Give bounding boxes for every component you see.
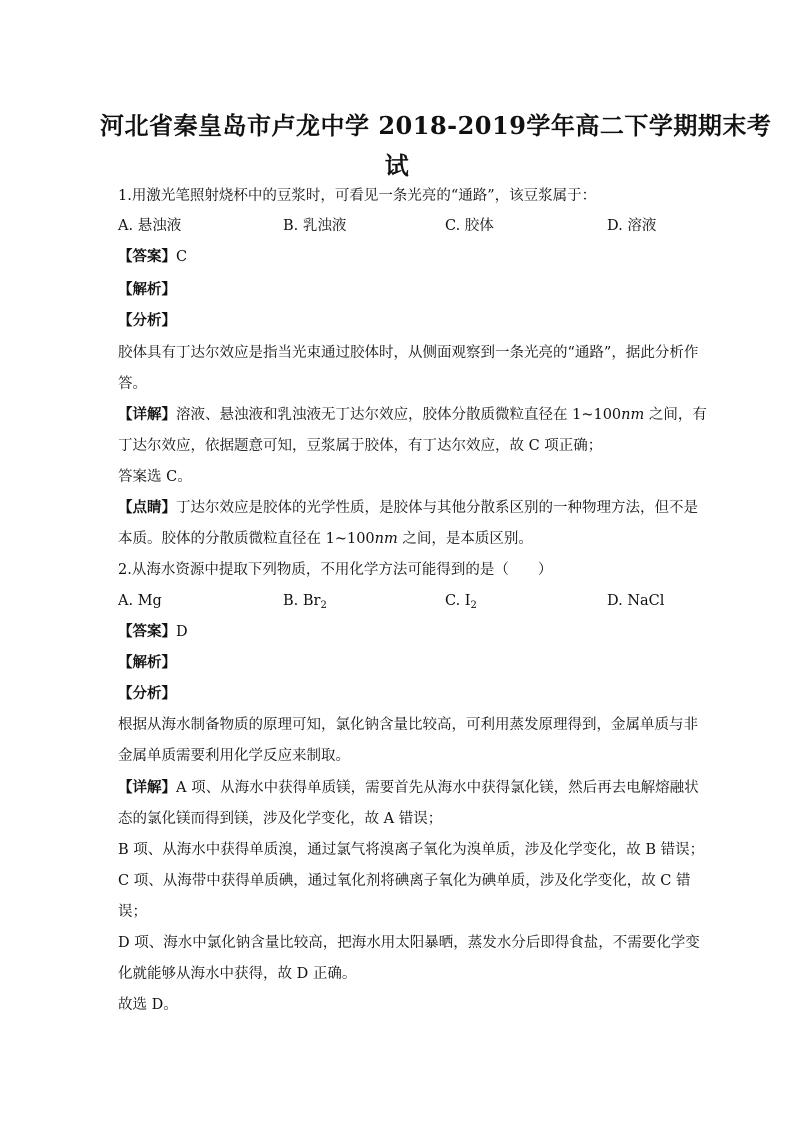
q1-note-line1 (118, 501, 698, 516)
q1-detail-unit: nm (621, 407, 645, 423)
q1-note-text-b: 之间，是本质区别。 (397, 531, 533, 547)
q2-detail-line7: 化就能够从海水中获得，故 D 正确。 (118, 966, 357, 982)
q1-analysis-line2: 答。 (118, 376, 147, 392)
q1-conclusion: 答案选 C。 (118, 469, 192, 485)
q1-option-c: C. 胶体 (445, 218, 494, 234)
q2-option-b-subscript: 2 (320, 600, 327, 611)
q2-option-a: A. Mg (118, 593, 162, 609)
q1-note-label: 【点睛】 (118, 499, 176, 516)
q2-option-b (283, 594, 327, 609)
q1-option-b: B. 乳浊液 (283, 218, 347, 234)
q2-answer (118, 625, 188, 640)
q2-fenxi-label: 【分析】 (118, 685, 176, 702)
q2-option-c-text: C. I (445, 593, 471, 609)
q1-note-line2 (118, 532, 533, 547)
q2-option-d: D. NaCl (607, 593, 665, 609)
q2-jiexi-label: 【解析】 (118, 654, 176, 671)
q1-option-d: D. 溶液 (607, 218, 657, 234)
document-title-line1: 河北省秦皇岛市卢龙中学 2018-2019学年高二下学期期末考 (100, 111, 772, 140)
q2-option-b-text: B. Br (283, 593, 321, 609)
q2-detail-line1 (118, 781, 699, 796)
q2-detail-text: A 项、从海水中获得单质镁，需要首先从海水中获得氯化镁，然后再去电解熔融状 (176, 780, 699, 796)
q1-note-text: 丁达尔效应是胶体的光学性质，是胶体与其他分散系区别的一种物理方法，但不是 (176, 500, 698, 516)
q1-note-unit: nm (374, 531, 398, 547)
q2-answer-label: 【答案】 (118, 623, 176, 640)
q2-stem: 2.从海水资源中提取下列物质，不用化学方法可能得到的是（ ） (118, 562, 553, 578)
q1-detail-line1 (118, 408, 707, 423)
q2-detail-line6: D 项、海水中氯化钠含量比较高，把海水用太阳暴晒，蒸发水分后即得食盐，不需要化学变 (118, 935, 700, 951)
q1-detail-label: 【详解】 (118, 406, 176, 423)
q1-detail-text-a: 溶液、悬浊液和乳浊液无丁达尔效应，胶体分散质微粒直径在 1~100 (176, 407, 622, 423)
q1-detail-line2: 丁达尔效应，依据题意可知，豆浆属于胶体，有丁达尔效应，故 C 项正确； (118, 438, 603, 454)
q1-fenxi-label: 【分析】 (118, 312, 176, 329)
q2-detail-line2: 态的氯化镁而得到镁，涉及化学变化，故 A 错误； (118, 811, 443, 827)
q1-answer (118, 250, 187, 265)
q2-analysis-line2: 金属单质需要利用化学反应来制取。 (118, 748, 350, 764)
q1-jiexi-label: 【解析】 (118, 281, 176, 298)
q2-detail-label: 【详解】 (118, 779, 176, 796)
q2-conclusion: 故选 D。 (118, 997, 178, 1013)
q2-detail-line5: 误； (118, 904, 147, 920)
document-title-line2: 试 (384, 151, 410, 180)
q1-analysis-line1: 胶体具有丁达尔效应是指当光束通过胶体时，从侧面观察到一条光亮的“通路”，据此分析作 (118, 345, 699, 361)
q2-option-c-subscript: 2 (470, 600, 477, 611)
q1-detail-text-b: 之间，有 (644, 407, 707, 423)
q1-option-a: A. 悬浊液 (118, 218, 182, 234)
q2-detail-line4: C 项、从海带中获得单质碘，通过氧化剂将碘离子氧化为碘单质，涉及化学变化，故 C 错 (118, 873, 691, 889)
q1-answer-value: C (176, 249, 188, 265)
q2-detail-line3: B 项、从海水中获得单质溴，通过氯气将溴离子氧化为溴单质，涉及化学变化，故 B 错误； (118, 842, 705, 858)
q1-stem: 1.用激光笔照射烧杯中的豆浆时，可看见一条光亮的“通路”，该豆浆属于： (118, 188, 597, 204)
q2-answer-value: D (176, 624, 188, 640)
q1-note-text-a: 本质。胶体的分散质微粒直径在 1~100 (118, 531, 375, 547)
q1-answer-label: 【答案】 (118, 248, 176, 265)
q2-analysis-line1: 根据从海水制备物质的原理可知，氯化钠含量比较高，可利用蒸发原理得到，金属单质与非 (118, 717, 698, 733)
q2-option-c (445, 594, 477, 609)
